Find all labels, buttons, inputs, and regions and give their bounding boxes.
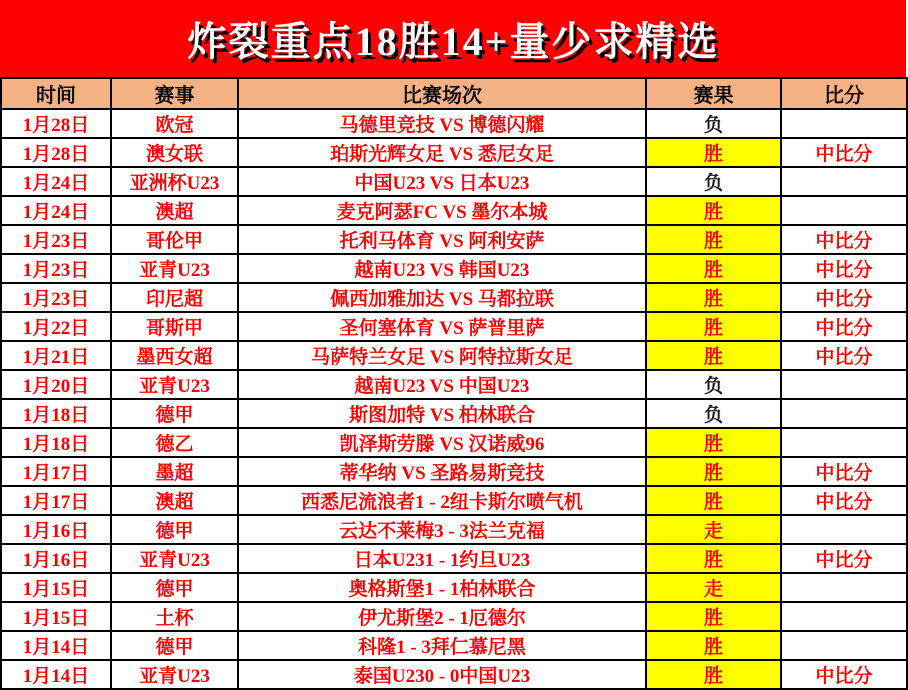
cell-league: 澳女联: [111, 138, 238, 167]
cell-score: [781, 573, 907, 602]
cell-date: 1月23日: [1, 283, 111, 312]
cell-match: 伊尤斯堡2 - 1厄德尔: [238, 602, 646, 631]
cell-league: 德甲: [111, 573, 238, 602]
table-row: [1, 573, 907, 602]
table-row: [1, 109, 907, 138]
cell-score: 中比分: [781, 225, 907, 254]
cell-score: [781, 428, 907, 457]
cell-date: 1月15日: [1, 573, 111, 602]
cell-score: 中比分: [781, 544, 907, 573]
cell-date: 1月17日: [1, 457, 111, 486]
table-row: [1, 602, 907, 631]
cell-league: 澳超: [111, 196, 238, 225]
cell-result: 走: [646, 515, 781, 544]
cell-score: 中比分: [781, 341, 907, 370]
cell-league: 亚青U23: [111, 544, 238, 573]
cell-match: 越南U23 VS 韩国U23: [238, 254, 646, 283]
cell-match: 麦克阿瑟FC VS 墨尔本城: [238, 196, 646, 225]
cell-date: 1月24日: [1, 167, 111, 196]
cell-league: 哥斯甲: [111, 312, 238, 341]
table-row: [1, 515, 907, 544]
cell-league: 欧冠: [111, 109, 238, 138]
column-header-result: 赛果: [646, 78, 781, 109]
cell-league: 墨西女超: [111, 341, 238, 370]
cell-match: 日本U231 - 1约旦U23: [238, 544, 646, 573]
cell-result: 胜: [646, 138, 781, 167]
table-row: [1, 370, 907, 399]
cell-match: 奥格斯堡1 - 1柏林联合: [238, 573, 646, 602]
cell-result: 胜: [646, 457, 781, 486]
cell-result: 负: [646, 109, 781, 138]
cell-date: 1月18日: [1, 428, 111, 457]
cell-date: 1月24日: [1, 196, 111, 225]
column-header-score: 比分: [781, 78, 907, 109]
cell-score: [781, 196, 907, 225]
cell-date: 1月14日: [1, 660, 111, 689]
cell-match: 佩西加雅加达 VS 马都拉联: [238, 283, 646, 312]
cell-league: 德甲: [111, 515, 238, 544]
cell-match: 云达不莱梅3 - 3法兰克福: [238, 515, 646, 544]
table-row: [1, 167, 907, 196]
cell-league: 亚青U23: [111, 254, 238, 283]
cell-result: 胜: [646, 544, 781, 573]
banner-title: 炸裂重点18胜14+量少求精选: [186, 19, 720, 64]
cell-match: 凯泽斯劳滕 VS 汉诺威96: [238, 428, 646, 457]
cell-match: 斯图加特 VS 柏林联合: [238, 399, 646, 428]
cell-league: 德乙: [111, 428, 238, 457]
cell-league: 土杯: [111, 602, 238, 631]
cell-result: 胜: [646, 602, 781, 631]
table-row: [1, 399, 907, 428]
table-row: [1, 486, 907, 515]
column-header-league: 赛事: [111, 78, 238, 109]
cell-date: 1月22日: [1, 312, 111, 341]
table-row: [1, 631, 907, 660]
cell-score: [781, 399, 907, 428]
cell-score: [781, 370, 907, 399]
cell-match: 马萨特兰女足 VS 阿特拉斯女足: [238, 341, 646, 370]
cell-score: [781, 515, 907, 544]
cell-match: 珀斯光辉女足 VS 悉尼女足: [238, 138, 646, 167]
cell-result: 胜: [646, 196, 781, 225]
cell-match: 泰国U230 - 0中国U23: [238, 660, 646, 689]
cell-result: 负: [646, 370, 781, 399]
table-row: [1, 544, 907, 573]
table-row: [1, 660, 907, 689]
table-row: [1, 283, 907, 312]
cell-result: 胜: [646, 283, 781, 312]
cell-score: 中比分: [781, 138, 907, 167]
cell-result: 胜: [646, 341, 781, 370]
cell-result: 走: [646, 573, 781, 602]
column-header-match: 比赛场次: [238, 78, 646, 109]
table-row: [1, 138, 907, 167]
cell-date: 1月15日: [1, 602, 111, 631]
cell-match: 西悉尼流浪者1 - 2纽卡斯尔喷气机: [238, 486, 646, 515]
cell-match: 中国U23 VS 日本U23: [238, 167, 646, 196]
cell-score: 中比分: [781, 312, 907, 341]
cell-match: 越南U23 VS 中国U23: [238, 370, 646, 399]
cell-date: 1月28日: [1, 109, 111, 138]
table-row: [1, 225, 907, 254]
cell-match: 圣何塞体育 VS 萨普里萨: [238, 312, 646, 341]
cell-league: 亚青U23: [111, 660, 238, 689]
cell-date: 1月23日: [1, 254, 111, 283]
cell-match: 马德里竞技 VS 博德闪耀: [238, 109, 646, 138]
cell-result: 负: [646, 167, 781, 196]
cell-score: 中比分: [781, 457, 907, 486]
cell-date: 1月21日: [1, 341, 111, 370]
cell-score: 中比分: [781, 283, 907, 312]
table-header-row: [1, 78, 907, 109]
cell-league: 德甲: [111, 631, 238, 660]
table-row: [1, 254, 907, 283]
cell-match: 科隆1 - 3拜仁慕尼黑: [238, 631, 646, 660]
cell-score: [781, 631, 907, 660]
promo-banner: [0, 0, 906, 77]
cell-league: 亚洲杯U23: [111, 167, 238, 196]
table-row: [1, 196, 907, 225]
cell-score: [781, 167, 907, 196]
cell-result: 胜: [646, 312, 781, 341]
cell-result: 胜: [646, 254, 781, 283]
cell-date: 1月17日: [1, 486, 111, 515]
cell-league: 亚青U23: [111, 370, 238, 399]
cell-league: 哥伦甲: [111, 225, 238, 254]
cell-league: 墨超: [111, 457, 238, 486]
cell-score: 中比分: [781, 660, 907, 689]
cell-result: 胜: [646, 660, 781, 689]
cell-league: 澳超: [111, 486, 238, 515]
table-row: [1, 457, 907, 486]
cell-date: 1月14日: [1, 631, 111, 660]
table-row: [1, 312, 907, 341]
cell-date: 1月20日: [1, 370, 111, 399]
results-table: [0, 77, 908, 690]
cell-result: 胜: [646, 428, 781, 457]
cell-match: 托利马体育 VS 阿利安萨: [238, 225, 646, 254]
cell-date: 1月16日: [1, 515, 111, 544]
cell-score: [781, 109, 907, 138]
cell-date: 1月18日: [1, 399, 111, 428]
cell-score: 中比分: [781, 486, 907, 515]
cell-match: 蒂华纳 VS 圣路易斯竞技: [238, 457, 646, 486]
column-header-time: 时间: [1, 78, 111, 109]
cell-result: 负: [646, 399, 781, 428]
table-row: [1, 428, 907, 457]
cell-score: 中比分: [781, 254, 907, 283]
cell-date: 1月16日: [1, 544, 111, 573]
cell-league: 德甲: [111, 399, 238, 428]
cell-date: 1月23日: [1, 225, 111, 254]
cell-result: 胜: [646, 631, 781, 660]
cell-score: [781, 602, 907, 631]
table-row: [1, 341, 907, 370]
cell-league: 印尼超: [111, 283, 238, 312]
cell-date: 1月28日: [1, 138, 111, 167]
cell-result: 胜: [646, 486, 781, 515]
cell-result: 胜: [646, 225, 781, 254]
results-table-body: [1, 109, 907, 689]
